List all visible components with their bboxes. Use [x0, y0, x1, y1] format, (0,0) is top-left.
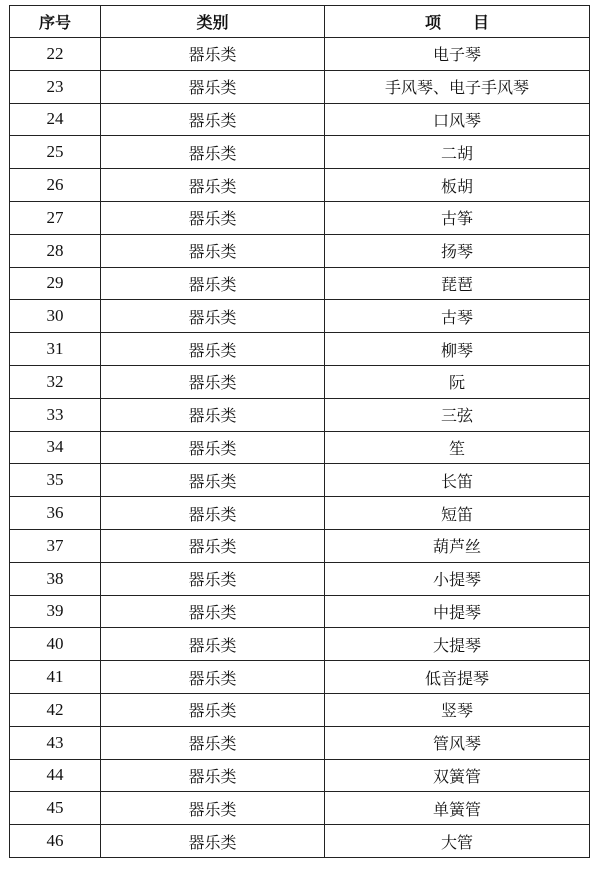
row-number: 43 — [10, 726, 101, 759]
row-number: 26 — [10, 169, 101, 202]
row-category: 器乐类 — [101, 365, 325, 398]
table-row — [10, 825, 590, 858]
row-item: 管风琴 — [325, 726, 590, 759]
row-item: 中提琴 — [325, 595, 590, 628]
header-number: 序号 — [10, 6, 101, 38]
row-category: 器乐类 — [101, 726, 325, 759]
row-category: 器乐类 — [101, 267, 325, 300]
row-number: 39 — [10, 595, 101, 628]
row-number: 35 — [10, 464, 101, 497]
row-category: 器乐类 — [101, 398, 325, 431]
row-item: 长笛 — [325, 464, 590, 497]
row-category: 器乐类 — [101, 825, 325, 858]
row-category: 器乐类 — [101, 201, 325, 234]
row-item: 阮 — [325, 365, 590, 398]
row-number: 36 — [10, 497, 101, 530]
row-category: 器乐类 — [101, 103, 325, 136]
row-category: 器乐类 — [101, 595, 325, 628]
row-number: 41 — [10, 661, 101, 694]
row-category: 器乐类 — [101, 70, 325, 103]
row-number: 28 — [10, 234, 101, 267]
row-item: 大提琴 — [325, 628, 590, 661]
row-number: 37 — [10, 529, 101, 562]
table-row — [10, 333, 590, 366]
table-row — [10, 431, 590, 464]
row-category: 器乐类 — [101, 562, 325, 595]
row-item: 琵琶 — [325, 267, 590, 300]
table-row — [10, 595, 590, 628]
table-row — [10, 300, 590, 333]
row-category: 器乐类 — [101, 234, 325, 267]
row-item: 三弦 — [325, 398, 590, 431]
row-category: 器乐类 — [101, 497, 325, 530]
table-row — [10, 529, 590, 562]
row-category: 器乐类 — [101, 431, 325, 464]
row-category: 器乐类 — [101, 792, 325, 825]
row-item: 古琴 — [325, 300, 590, 333]
header-row — [10, 6, 590, 38]
table-row — [10, 562, 590, 595]
table-row — [10, 792, 590, 825]
row-item: 小提琴 — [325, 562, 590, 595]
row-category: 器乐类 — [101, 333, 325, 366]
row-category: 器乐类 — [101, 136, 325, 169]
row-item: 双簧管 — [325, 759, 590, 792]
row-number: 25 — [10, 136, 101, 169]
row-item: 手风琴、电子手风琴 — [325, 70, 590, 103]
row-number: 34 — [10, 431, 101, 464]
table-row — [10, 628, 590, 661]
row-number: 45 — [10, 792, 101, 825]
table-row — [10, 464, 590, 497]
table-row — [10, 497, 590, 530]
row-item: 单簧管 — [325, 792, 590, 825]
row-item: 二胡 — [325, 136, 590, 169]
table-row — [10, 267, 590, 300]
row-number: 23 — [10, 70, 101, 103]
row-number: 38 — [10, 562, 101, 595]
table-row — [10, 103, 590, 136]
row-item: 柳琴 — [325, 333, 590, 366]
header-item: 项 目 — [325, 6, 590, 38]
document-page — [9, 5, 589, 858]
table-row — [10, 726, 590, 759]
row-number: 40 — [10, 628, 101, 661]
row-category: 器乐类 — [101, 693, 325, 726]
row-item: 葫芦丝 — [325, 529, 590, 562]
row-category: 器乐类 — [101, 169, 325, 202]
row-category: 器乐类 — [101, 529, 325, 562]
row-category: 器乐类 — [101, 628, 325, 661]
row-item: 竖琴 — [325, 693, 590, 726]
row-number: 30 — [10, 300, 101, 333]
row-number: 44 — [10, 759, 101, 792]
table-row — [10, 398, 590, 431]
table-row — [10, 234, 590, 267]
row-item: 笙 — [325, 431, 590, 464]
table-row — [10, 201, 590, 234]
row-category: 器乐类 — [101, 759, 325, 792]
table-row — [10, 693, 590, 726]
row-item: 低音提琴 — [325, 661, 590, 694]
row-item: 古筝 — [325, 201, 590, 234]
row-category: 器乐类 — [101, 300, 325, 333]
row-number: 27 — [10, 201, 101, 234]
row-number: 24 — [10, 103, 101, 136]
table-row — [10, 169, 590, 202]
table-row — [10, 365, 590, 398]
table-row — [10, 70, 590, 103]
row-number: 31 — [10, 333, 101, 366]
instrument-table — [9, 5, 590, 858]
row-category: 器乐类 — [101, 38, 325, 71]
row-item: 短笛 — [325, 497, 590, 530]
row-number: 42 — [10, 693, 101, 726]
table-body — [10, 38, 590, 858]
row-number: 32 — [10, 365, 101, 398]
header-category: 类别 — [101, 6, 325, 38]
table-row — [10, 661, 590, 694]
row-category: 器乐类 — [101, 464, 325, 497]
row-category: 器乐类 — [101, 661, 325, 694]
row-item: 扬琴 — [325, 234, 590, 267]
table-header — [10, 6, 590, 38]
table-row — [10, 136, 590, 169]
row-item: 口风琴 — [325, 103, 590, 136]
row-number: 29 — [10, 267, 101, 300]
row-item: 板胡 — [325, 169, 590, 202]
row-item: 大管 — [325, 825, 590, 858]
row-number: 33 — [10, 398, 101, 431]
row-number: 22 — [10, 38, 101, 71]
row-number: 46 — [10, 825, 101, 858]
table-row — [10, 38, 590, 71]
row-item: 电子琴 — [325, 38, 590, 71]
table-row — [10, 759, 590, 792]
